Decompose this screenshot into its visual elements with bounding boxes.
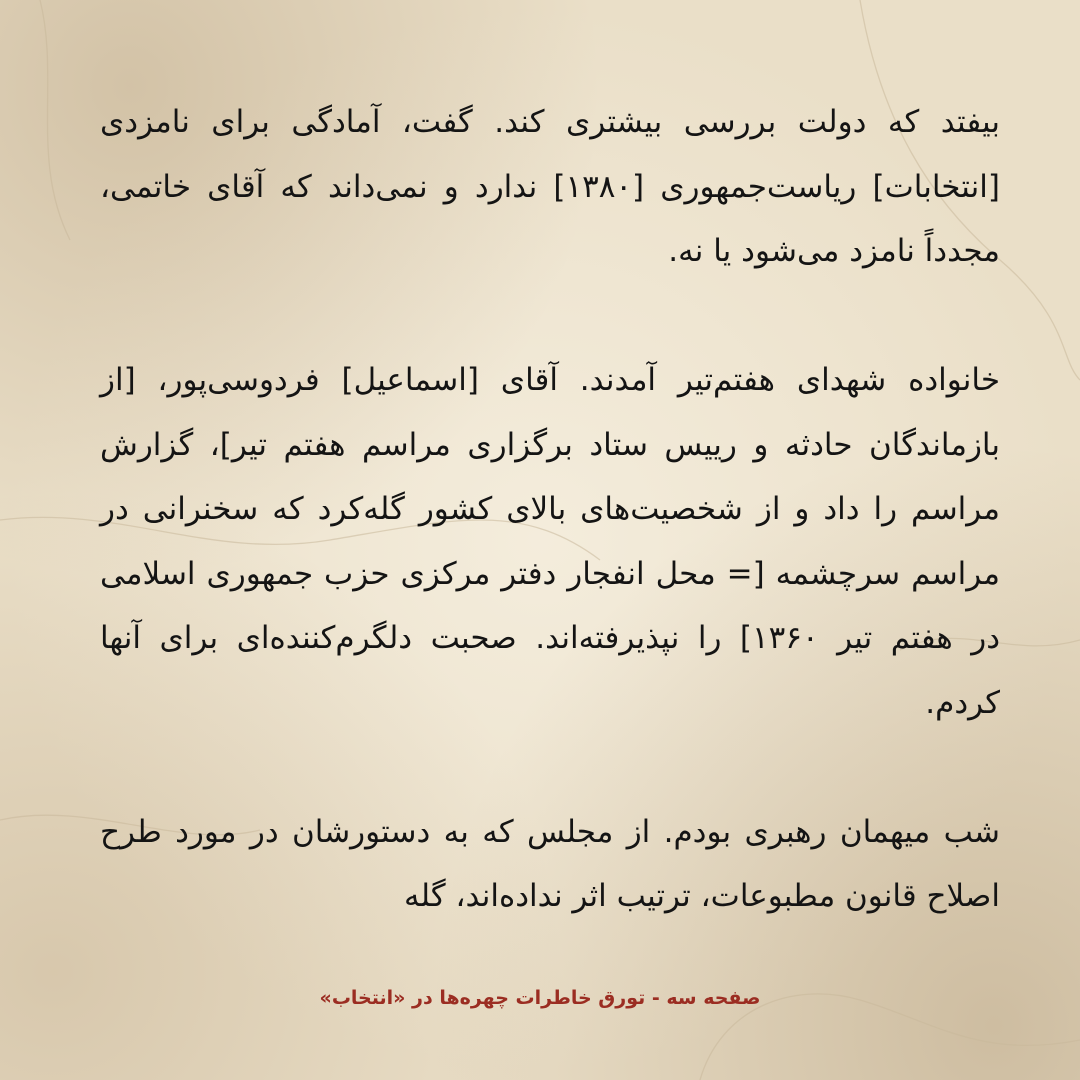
page-caption: صفحه سه - تورق خاطرات چهره‌ها در «انتخاب» <box>319 987 761 1009</box>
memoir-text <box>100 90 1000 929</box>
paragraph-gap <box>100 284 1000 349</box>
paragraph-3: شب میهمان رهبری بودم. از مجلس که به دستورشان در مورد طرح اصلاح قانون مطبوعات، ترتیب اثر نداده‌اند، گله <box>100 813 1000 914</box>
paragraph-2: خانواده شهدای هفتم‌تیر آمدند. آقای [اسماعیل] فردوسی‌پور، [از بازماندگان حادثه و رییس ستاد برگزاری مراسم هفتم تیر]، گزارش مراسم را داد و از شخصیت‌های بالای کشور گله‌کرد که سخنرانی در مراسم سرچشمه [= محل انفجار دفتر مرکزی حزب جمهوری اسلامی در هفتم تیر ۱۳۶۰] را نپذیرفته‌اند. صحبت دلگرم‌کننده‌ای برای آنها کردم. <box>100 362 1000 721</box>
paragraph-gap <box>100 735 1000 800</box>
paragraph-1: بیفتد که دولت بررسی بیشتری کند. گفت، آمادگی برای نامزدی [انتخابات] ریاست‌جمهوری [۱۳۸۰] ندارد و نمی‌داند که آقای خاتمی، مجدداً نامزد می‌شود یا نه. <box>100 104 1001 269</box>
